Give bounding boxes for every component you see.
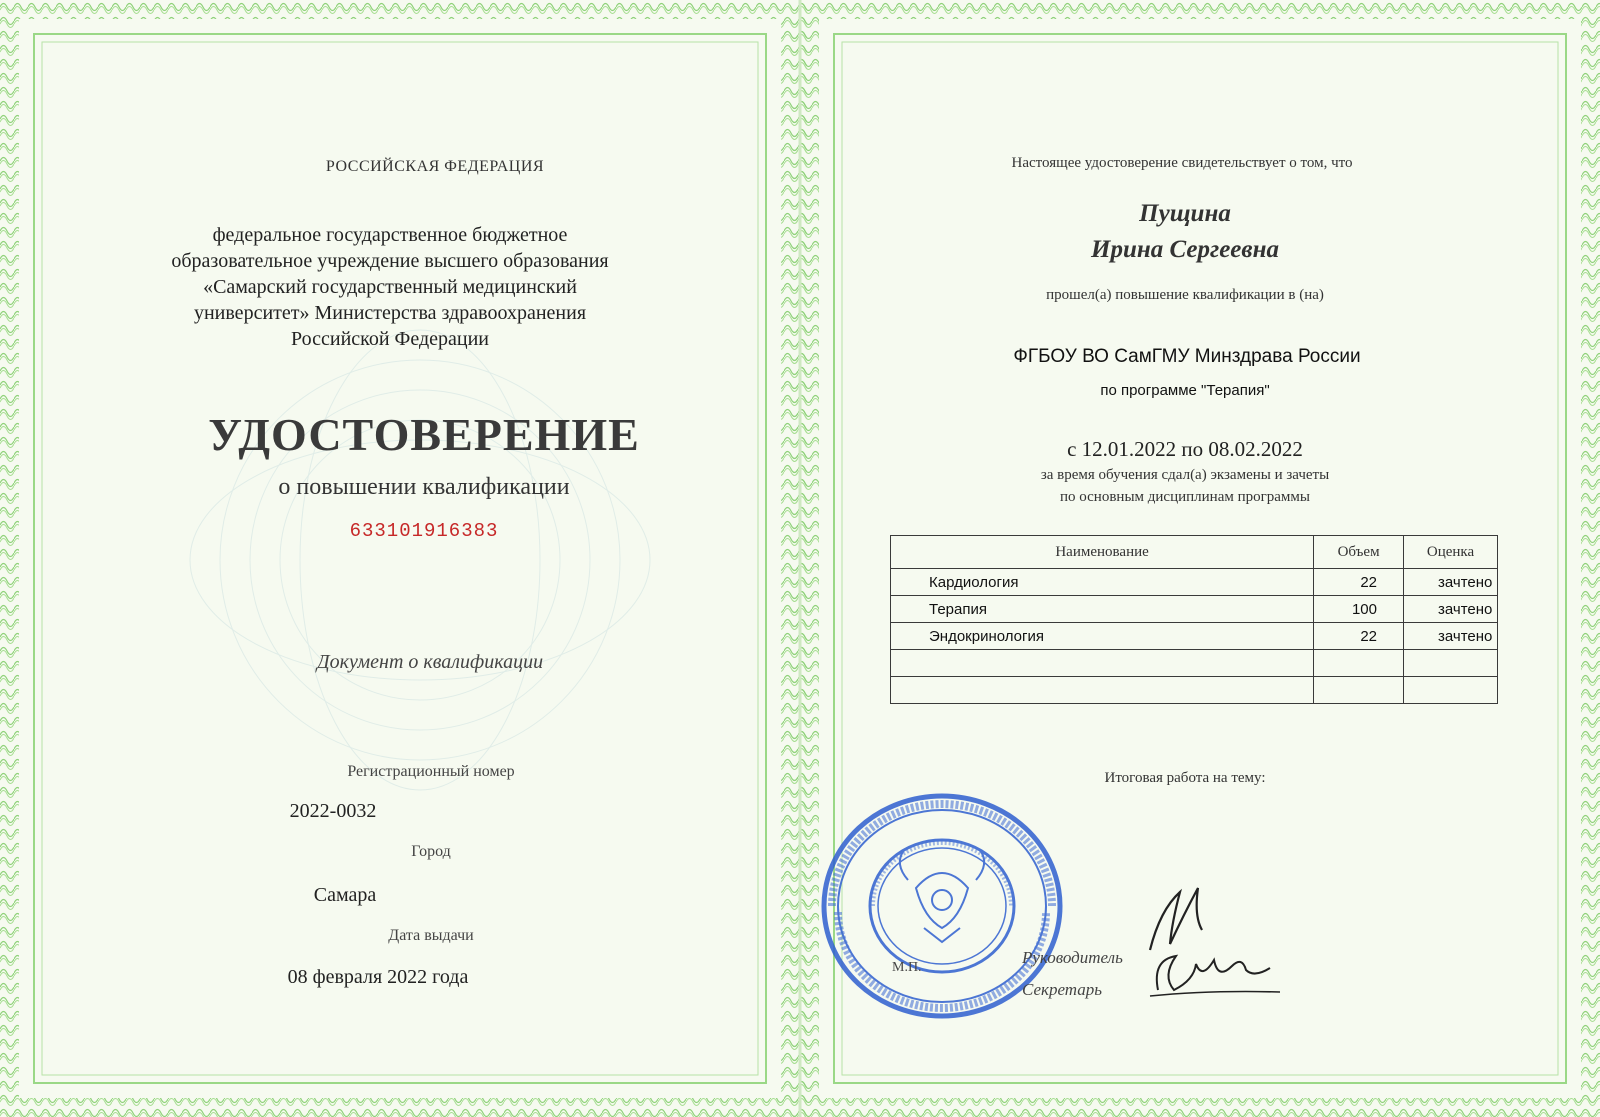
secretary-signature-icon <box>1140 940 1290 1010</box>
discipline-volume: 22 <box>1314 569 1404 596</box>
organization-line: федеральное государственное бюджетное <box>212 224 568 246</box>
final-work-label: Итоговая работа на тему: <box>1104 770 1266 786</box>
empty-cell <box>1314 677 1404 704</box>
discipline-grade: зачтено <box>1404 596 1498 623</box>
document-title: УДОСТОВЕРЕНИЕ <box>208 409 640 460</box>
institution-name: ФГБОУ ВО СамГМУ Минздрава России <box>1013 346 1361 367</box>
organization-line: университет» Министерства здравоохранения <box>193 302 587 324</box>
issue-date-label: Дата выдачи <box>388 927 474 944</box>
certifies-text: Настоящее удостоверение свидетельствует о том, что <box>1011 155 1353 171</box>
secretary-role-label: Секретарь <box>1022 980 1102 999</box>
passed-text: прошел(а) повышение квалификации в (на) <box>1046 287 1324 303</box>
program-name: по программе "Терапия" <box>1100 382 1270 399</box>
serial-number: 633101916383 <box>349 520 499 542</box>
discipline-volume: 22 <box>1314 623 1404 650</box>
registration-number: 2022-0032 <box>289 800 377 822</box>
holder-surname: Пущина <box>1139 200 1231 227</box>
empty-cell <box>1314 650 1404 677</box>
table-row-empty <box>891 677 1498 704</box>
table-row <box>891 596 1498 623</box>
organization-line: Российской Федерации <box>290 328 490 350</box>
document-subtitle: о повышении квалификации <box>278 474 570 500</box>
country-heading: РОССИЙСКАЯ ФЕДЕРАЦИЯ <box>325 158 545 175</box>
head-role-label: Руководитель <box>1022 948 1123 967</box>
document-kind: Документ о квалификации <box>316 651 544 673</box>
issue-date: 08 февраля 2022 года <box>287 966 469 988</box>
discipline-volume: 100 <box>1314 596 1404 623</box>
city-value: Самара <box>313 884 377 906</box>
table-row-empty <box>891 650 1498 677</box>
column-header-volume: Объем <box>1314 536 1404 569</box>
discipline-name: Кардиология <box>891 569 1314 596</box>
city-label: Город <box>411 843 451 860</box>
column-header-grade: Оценка <box>1404 536 1498 569</box>
exams-text-line-2: по основным дисциплинам программы <box>1059 489 1311 505</box>
table-row <box>891 623 1498 650</box>
organization-line: «Самарский государственный медицинский <box>203 276 577 298</box>
discipline-name: Эндокринология <box>891 623 1314 650</box>
exams-text-line-1: за время обучения сдал(а) экзамены и зачеты <box>1040 467 1330 483</box>
right-page <box>800 0 1600 1117</box>
empty-cell <box>1404 677 1498 704</box>
discipline-name: Терапия <box>891 596 1314 623</box>
organization-line: образовательное учреждение высшего образования <box>171 250 609 272</box>
holder-given-names: Ирина Сергеевна <box>1091 236 1279 263</box>
study-period: с 12.01.2022 по 08.02.2022 <box>1067 437 1303 461</box>
column-header-name: Наименование <box>891 536 1314 569</box>
empty-cell <box>1404 650 1498 677</box>
organization-name <box>110 222 670 352</box>
registration-label: Регистрационный номер <box>347 763 515 780</box>
table-row <box>891 569 1498 596</box>
discipline-grade: зачтено <box>1404 569 1498 596</box>
discipline-grade: зачтено <box>1404 623 1498 650</box>
table-header-row <box>891 536 1498 569</box>
empty-cell <box>891 677 1314 704</box>
stamp-mark-label: М.П. <box>892 960 922 975</box>
empty-cell <box>891 650 1314 677</box>
disciplines-table <box>890 535 1498 704</box>
